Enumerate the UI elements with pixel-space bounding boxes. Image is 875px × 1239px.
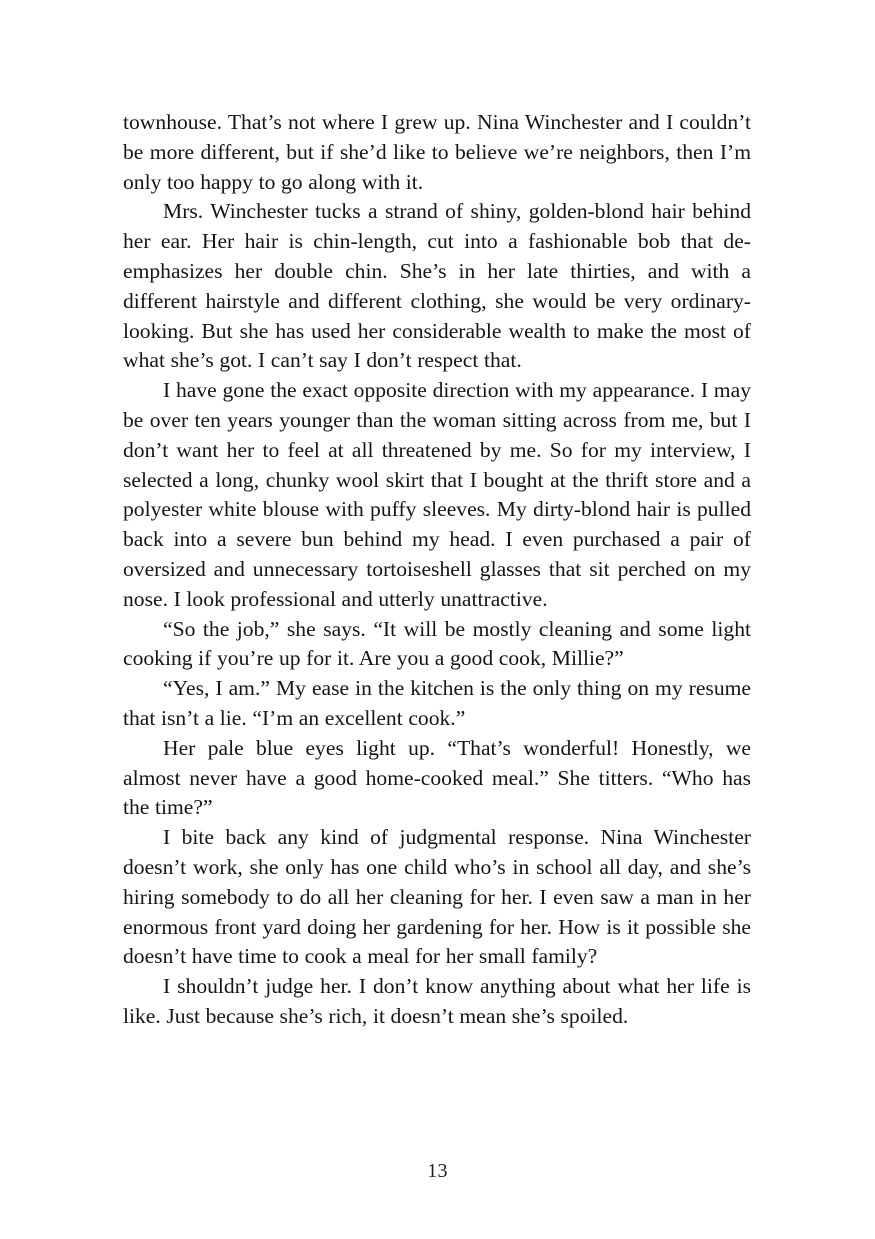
- paragraph: Mrs. Winchester tucks a strand of shiny, golden-blond hair behind her ear. Her hair is chin-length, cut into a fashionable bob that de-emphasizes her double chin. She’s in her late thirties, and with a different hairstyle and different clothing, she would be very ordinary-looking. But she has used her considerable wealth to make the most of what she’s got. I can’t say I don’t respect that.: [123, 199, 751, 373]
- paragraph-dialogue: Her pale blue eyes light up. “That’s wonderful! Honestly, we almost never have a good home-cooked meal.” She titters. “Who has the time?”: [123, 735, 751, 820]
- page-text-block: [123, 108, 751, 1032]
- paragraph-continued: townhouse. That’s not where I grew up. Nina Winchester and I couldn’t be more different, but if she’d like to believe we’re neighbors, then I’m only too happy to go along with it.: [123, 110, 751, 194]
- paragraph: I have gone the exact opposite direction with my appearance. I may be over ten years younger than the woman sitting across from me, but I don’t want her to feel at all threatened by me. So for my interview, I selected a long, chunky wool skirt that I bought at the thrift store and a polyester white blouse with puffy sleeves. My dirty-blond hair is pulled back into a severe bun behind my head. I even purchased a pair of oversized and unnecessary tortoiseshell glasses that sit perched on my nose. I look professional and utterly unattractive.: [123, 378, 751, 611]
- paragraph: I shouldn’t judge her. I don’t know anything about what her life is like. Just because she’s rich, it doesn’t mean she’s spoiled.: [123, 974, 751, 1028]
- paragraph-dialogue: “Yes, I am.” My ease in the kitchen is the only thing on my resume that isn’t a lie. “I’m an excellent cook.”: [123, 676, 751, 730]
- paragraph-dialogue: “So the job,” she says. “It will be mostly cleaning and some light cooking if you’re up for it. Are you a good cook, Millie?”: [123, 616, 751, 671]
- page-number: 13: [427, 1160, 448, 1182]
- paragraph: I bite back any kind of judgmental response. Nina Winchester doesn’t work, she only has one child who’s in school all day, and she’s hiring somebody to do all her cleaning for her. I even saw a man in her enormous front yard doing her gardening for her. How is it possible she doesn’t have time to cook a meal for her small family?: [123, 825, 751, 969]
